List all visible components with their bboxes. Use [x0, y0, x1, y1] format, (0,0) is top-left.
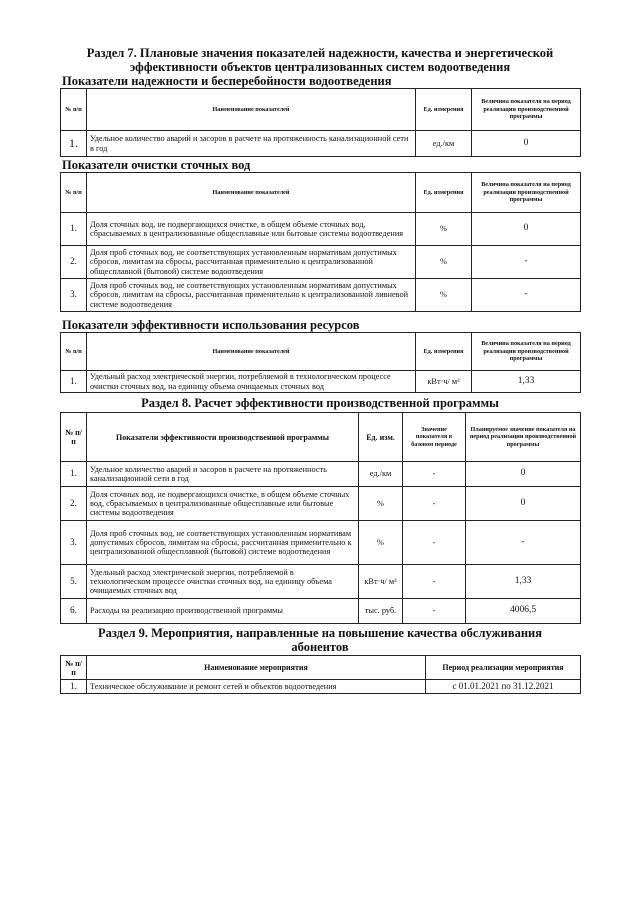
row-value: -: [472, 246, 581, 279]
row-plan: 4006,5: [466, 599, 581, 624]
header-name: Наименование показателей: [87, 333, 416, 371]
table-row: [61, 131, 581, 157]
row-unit: ед./км: [359, 462, 403, 487]
row-num: 2.: [61, 246, 87, 279]
header-num: № п/п: [61, 656, 87, 680]
table-row: [61, 371, 581, 393]
table-row: [61, 565, 581, 599]
table-header-row: [61, 173, 581, 213]
header-value: Величина показателя на период реализации производственной программы: [472, 333, 581, 371]
row-num: 3.: [61, 521, 87, 565]
row-num: 1.: [61, 462, 87, 487]
row-num: 2.: [61, 487, 87, 521]
section8-title: Раздел 8. Расчет эффективности производственной программы: [141, 396, 499, 410]
section9-title-line1: Раздел 9. Мероприятия, направленные на повышение качества обслуживания: [97, 626, 543, 640]
row-name: Доля сточных вод, не подвергающихся очистке, в общем объеме сточных вод, сбрасываемых в централизованные общесплавные или бытовые системы водоотведения: [87, 487, 359, 521]
row-name: Расходы на реализацию производственной программы: [87, 599, 359, 624]
table-row: [61, 680, 581, 694]
table-row: [61, 487, 581, 521]
row-base: -: [403, 487, 466, 521]
table-row: [61, 462, 581, 487]
row-plan: 0: [466, 487, 581, 521]
row-unit: %: [416, 246, 472, 279]
treatment-title: Показатели очистки сточных вод: [62, 158, 251, 172]
header-unit: Ед. измерения: [416, 173, 472, 213]
table-row: [61, 599, 581, 624]
header-unit: Ед. измерения: [416, 333, 472, 371]
reliability-title: Показатели надежности и бесперебойности водоотведения: [62, 74, 392, 88]
table-header-row: [61, 89, 581, 131]
row-num: 1.: [61, 371, 87, 393]
header-plan: Планируемое значение показателя на период реализации производственной программы: [466, 413, 581, 462]
section7-title-line2: эффективности объектов централизованных систем водоотведения: [129, 60, 511, 74]
efficiency-table: [60, 332, 581, 393]
header-name: Наименование показателей: [87, 89, 416, 131]
row-unit: ед./км: [416, 131, 472, 157]
header-base: Значение показателя в базовом периоде: [403, 413, 466, 462]
row-name: Доля проб сточных вод, не соответствующих установленным нормативам допустимых сбросов, лимитам на сбросы, рассчитанная применительно к централизованной общесплавной (бытовой) системе водоотведения: [87, 246, 416, 279]
row-period: с 01.01.2021 по 31.12.2021: [426, 680, 581, 694]
row-unit: %: [416, 279, 472, 312]
efficiency-title: Показатели эффективности использования ресурсов: [62, 318, 360, 332]
row-name: Техническое обслуживание и ремонт сетей и объектов водоотведения: [87, 680, 426, 694]
row-plan: -: [466, 521, 581, 565]
table-header-row: [61, 413, 581, 462]
header-unit: Ед. изм.: [359, 413, 403, 462]
row-num: 3.: [61, 279, 87, 312]
header-period: Период реализации мероприятия: [426, 656, 581, 680]
row-base: -: [403, 521, 466, 565]
header-value: Величина показателя на период реализации производственной программы: [472, 173, 581, 213]
row-name: Доля сточных вод, не подвергающихся очистке, в общем объеме сточных вод, сбрасываемых в централизованные общесплавные или бытовые системы водоотведения: [87, 213, 416, 246]
row-name: Удельное количество аварий и засоров в расчете на протяженность канализационной сети в год: [87, 131, 416, 157]
row-plan: 1,33: [466, 565, 581, 599]
row-name: Удельное количество аварий и засоров в расчете на протяженность канализационной сети в год: [87, 462, 359, 487]
row-unit: %: [359, 487, 403, 521]
row-base: -: [403, 462, 466, 487]
row-base: -: [403, 565, 466, 599]
measures-table: [60, 655, 581, 694]
header-num: № п/п: [61, 413, 87, 462]
row-unit: тыс. руб.: [359, 599, 403, 624]
table-header-row: [61, 656, 581, 680]
row-unit: кВт·ч/ м³: [359, 565, 403, 599]
header-name: Наименование показателей: [87, 173, 416, 213]
table-row: [61, 279, 581, 312]
row-num: 6.: [61, 599, 87, 624]
row-name: Доля проб сточных вод, не соответствующих установленным нормативам допустимых сбросов, лимитам на сбросы, рассчитанная применительно к централизованной общесплавной (бытовой) системе водоотведения: [87, 521, 359, 565]
header-name: Наименование мероприятия: [87, 656, 426, 680]
treatment-table: [60, 172, 581, 312]
section7-title-line1: Раздел 7. Плановые значения показателей надежности, качества и энергетической: [86, 46, 554, 60]
table-header-row: [61, 333, 581, 371]
section9-title-line2: абонентов: [291, 640, 349, 654]
row-base: -: [403, 599, 466, 624]
row-num: 5.: [61, 565, 87, 599]
row-name: Удельный расход электрической энергии, потребляемой в технологическом процессе очистки сточных вод, на единицу объема очищаемых сточных вод: [87, 565, 359, 599]
table-row: [61, 246, 581, 279]
header-unit: Ед. измерения: [416, 89, 472, 131]
header-value: Величина показателя на период реализации производственной программы: [472, 89, 581, 131]
efficiency-calc-table: [60, 412, 581, 624]
row-value: -: [472, 279, 581, 312]
row-unit: кВт·ч/ м³: [416, 371, 472, 393]
header-num: № п/п: [61, 333, 87, 371]
row-value: 0: [472, 131, 581, 157]
table-row: [61, 521, 581, 565]
row-name: Доля проб сточных вод, не соответствующих установленным нормативам допустимых сбросов, лимитам на сбросы, рассчитанная применительно к централизованной ливневой системе водоотведения: [87, 279, 416, 312]
row-value: 1,33: [472, 371, 581, 393]
row-unit: %: [416, 213, 472, 246]
row-unit: %: [359, 521, 403, 565]
row-value: 0: [472, 213, 581, 246]
header-num: № п/п: [61, 173, 87, 213]
row-num: 1.: [61, 680, 87, 694]
header-num: № п/п: [61, 89, 87, 131]
reliability-table: [60, 88, 581, 157]
row-plan: 0: [466, 462, 581, 487]
row-name: Удельный расход электрической энергии, потребляемой в технологическом процессе очистки сточных вод, на единицу объема очищаемых сточных вод: [87, 371, 416, 393]
header-name: Показатели эффективности производственной программы: [87, 413, 359, 462]
row-num: 1.: [61, 213, 87, 246]
table-row: [61, 213, 581, 246]
row-num: 1.: [61, 131, 87, 157]
